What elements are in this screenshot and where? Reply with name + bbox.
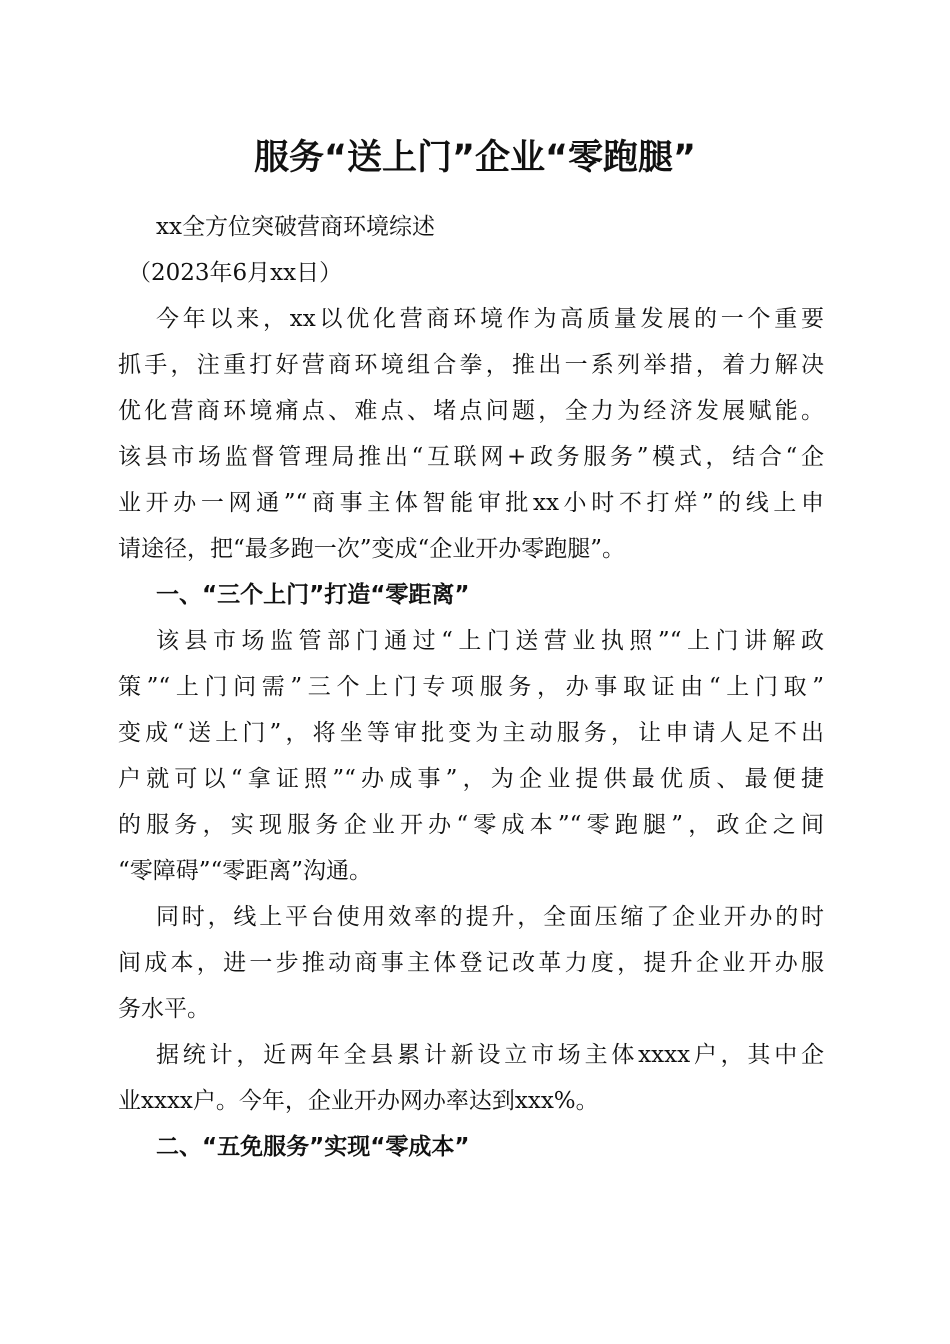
paragraph-line: 同时，线上平台使用效率的提升，全面压缩了企业开办的时	[156, 904, 824, 930]
paragraph-line: 据统计，近两年全县累计新设立市场主体xxxx户，其中企	[156, 1042, 824, 1068]
paragraph-line: 的服务，实现服务企业开办“零成本”“零跑腿”，政企之间	[118, 812, 824, 838]
paragraph-line: 今年以来，xx以优化营商环境作为高质量发展的一个重要	[156, 306, 824, 332]
paragraph-line: 优化营商环境痛点、难点、堵点问题，全力为经济发展赋能。	[118, 398, 824, 424]
paragraph-line: 该县市场监督管理局推出“互联网+政务服务”模式，结合“企	[118, 444, 824, 470]
paragraph-line: 变成“送上门”，将坐等审批变为主动服务，让申请人足不出	[118, 720, 824, 746]
section-heading: 一、“三个上门”打造“零距离”	[156, 582, 470, 608]
paragraph-line: 业xxxx户。今年，企业开办网办率达到xxx%。	[118, 1088, 599, 1114]
paragraph-line: “零障碍”“零距离”沟通。	[118, 858, 373, 884]
document-subtitle: xx全方位突破营商环境综述	[156, 214, 435, 240]
paragraph-line: 户就可以“拿证照”“办成事”，为企业提供最优质、最便捷	[118, 766, 824, 792]
paragraph-line: 业开办一网通”“商事主体智能审批xx小时不打烊”的线上申	[118, 490, 824, 516]
paragraph-line: 间成本，进一步推动商事主体登记改革力度，提升企业开办服	[118, 950, 824, 976]
paragraph-line: 抓手，注重打好营商环境组合拳，推出一系列举措，着力解决	[118, 352, 824, 378]
paragraph-line: 务水平。	[118, 996, 210, 1022]
document-date: （2023年6月xx日）	[128, 260, 343, 286]
document-body	[118, 204, 824, 1170]
paragraph-line: 策”“上门问需”三个上门专项服务，办事取证由“上门取”	[118, 674, 824, 700]
paragraph-line: 请途径，把“最多跑一次”变成“企业开办零跑腿”。	[118, 536, 626, 562]
paragraph-line: 该县市场监管部门通过“上门送营业执照”“上门讲解政	[156, 628, 824, 654]
section-heading: 二、“五免服务”实现“零成本”	[156, 1134, 470, 1160]
document-title: 服务“送上门”企业“零跑腿”	[253, 138, 696, 178]
